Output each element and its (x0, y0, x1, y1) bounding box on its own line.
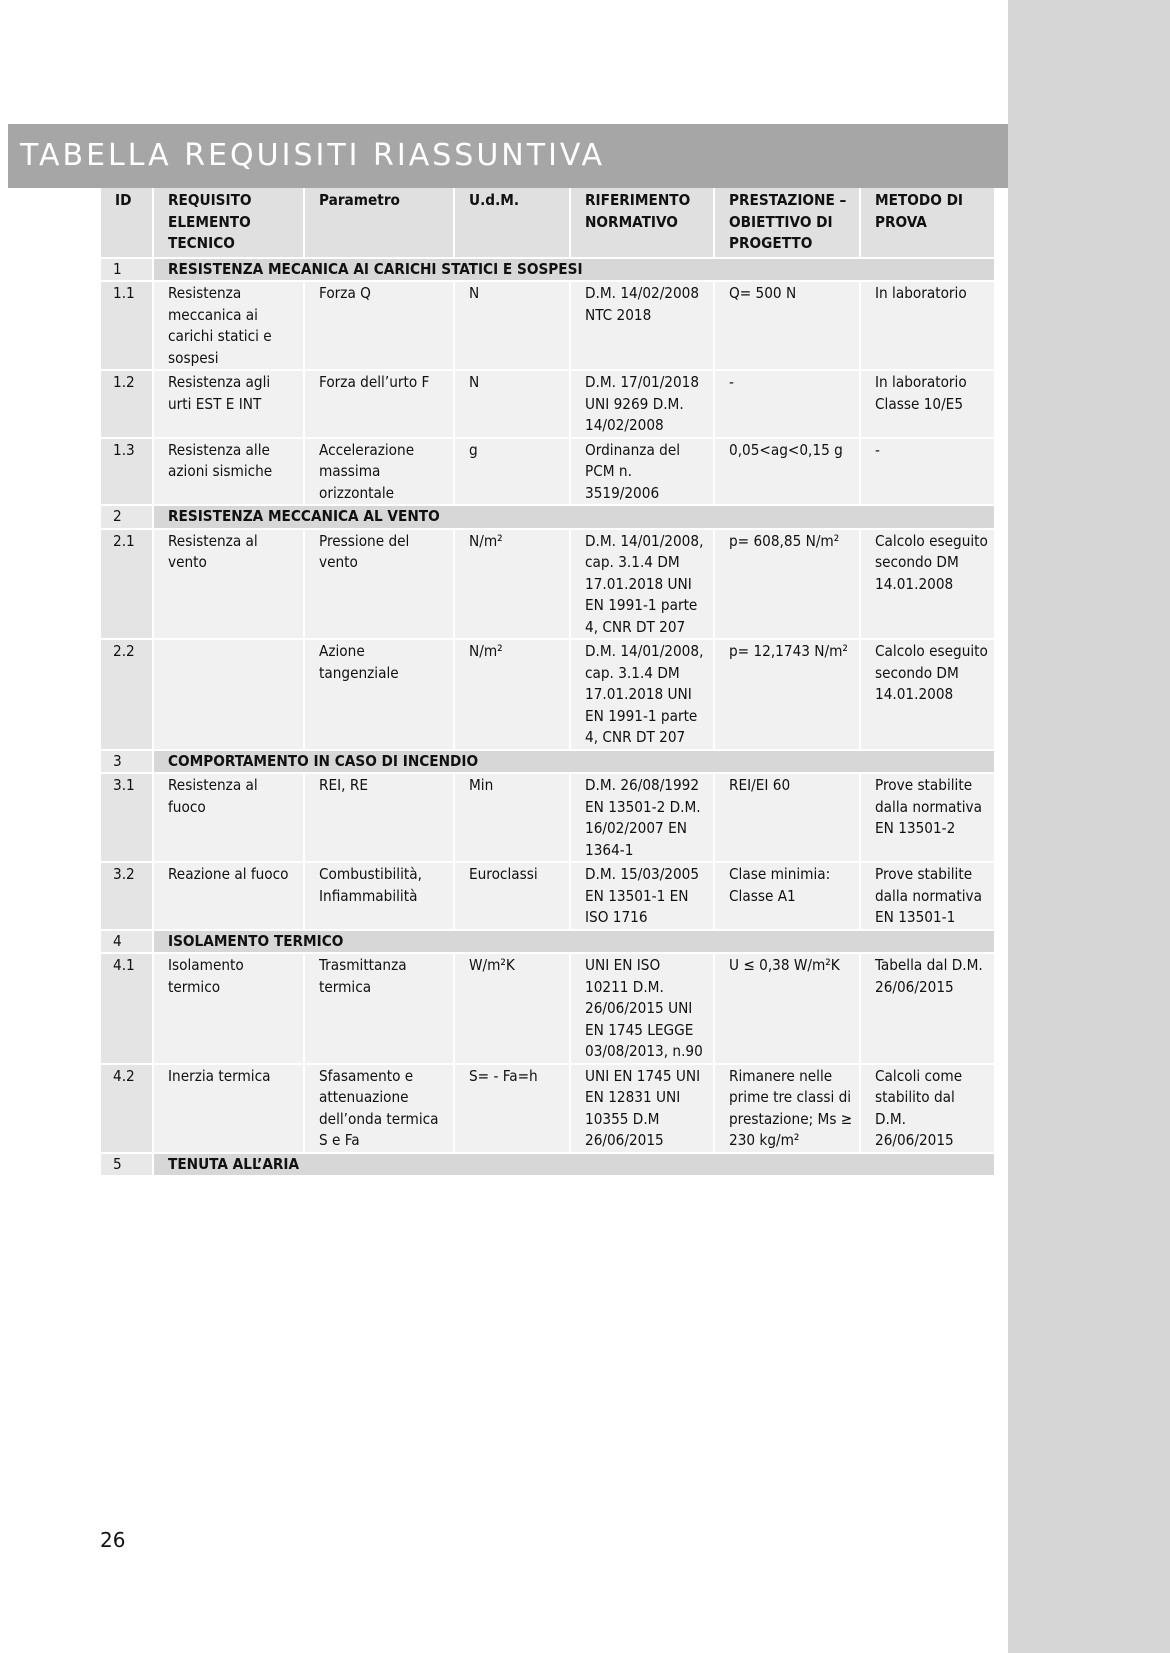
table-row (101, 774, 994, 863)
prestazione-cell: U ≤ 0,38 W/m²K (715, 954, 861, 1065)
section-row (101, 259, 994, 283)
udm-cell: N/m² (455, 640, 571, 751)
column-header: METODO DI PROVA (861, 188, 994, 259)
udm-cell: Euroclassi (455, 863, 571, 931)
prestazione-cell: Clase minimia: Classe A1 (715, 863, 861, 931)
section-title: RESISTENZA MECANICA AI CARICHI STATICI E SOSPESI (154, 259, 994, 283)
section-id: 1 (101, 259, 154, 283)
parametro-cell: Pressione del vento (305, 530, 455, 641)
requisito-cell: Resistenza al fuoco (154, 774, 305, 863)
section-id: 5 (101, 1154, 154, 1178)
row-id: 2.1 (101, 530, 154, 641)
row-id: 3.1 (101, 774, 154, 863)
riferimento-cell: D.M. 14/02/2008 NTC 2018 (571, 282, 715, 371)
requisito-cell: Isolamento termico (154, 954, 305, 1065)
prestazione-cell: Rimanere nelle prime tre classi di prestazione; Ms ≥ 230 kg/m² (715, 1065, 861, 1154)
section-row (101, 751, 994, 775)
metodo-cell: Calcolo eseguito secondo DM 14.01.2008 (861, 530, 994, 641)
requirements-table (101, 188, 994, 1177)
table-row (101, 530, 994, 641)
riferimento-cell: D.M. 26/08/1992 EN 13501-2 D.M. 16/02/2007 EN 1364-1 (571, 774, 715, 863)
column-header: ID (101, 188, 154, 259)
parametro-cell: Sfasamento e attenuazione dell’onda termica S e Fa (305, 1065, 455, 1154)
section-row (101, 1154, 994, 1178)
metodo-cell: Calcoli come stabilito dal D.M. 26/06/2015 (861, 1065, 994, 1154)
table-row (101, 640, 994, 751)
udm-cell: Min (455, 774, 571, 863)
table-row (101, 863, 994, 931)
requisito-cell (154, 640, 305, 751)
parametro-cell: Forza dell’urto F (305, 371, 455, 439)
parametro-cell: Combustibilità, Infiammabilità (305, 863, 455, 931)
row-id: 1.1 (101, 282, 154, 371)
section-row (101, 931, 994, 955)
row-id: 4.1 (101, 954, 154, 1065)
requisito-cell: Resistenza meccanica ai carichi statici e sospesi (154, 282, 305, 371)
requisito-cell: Inerzia termica (154, 1065, 305, 1154)
prestazione-cell: Q= 500 N (715, 282, 861, 371)
requisito-cell: Resistenza alle azioni sismiche (154, 439, 305, 507)
riferimento-cell: UNI EN 1745 UNI EN 12831 UNI 10355 D.M 26/06/2015 (571, 1065, 715, 1154)
riferimento-cell: D.M. 15/03/2005 EN 13501-1 EN ISO 1716 (571, 863, 715, 931)
metodo-cell: Prove stabilite dalla normativa EN 13501-1 (861, 863, 994, 931)
udm-cell: N (455, 371, 571, 439)
udm-cell: N/m² (455, 530, 571, 641)
page-title: TABELLA REQUISITI RIASSUNTIVA (20, 138, 606, 173)
prestazione-cell: p= 12,1743 N/m² (715, 640, 861, 751)
prestazione-cell: REI/EI 60 (715, 774, 861, 863)
udm-cell: g (455, 439, 571, 507)
prestazione-cell: 0,05<ag<0,15 g (715, 439, 861, 507)
column-header: PRESTAZIONE – OBIETTIVO DI PROGETTO (715, 188, 861, 259)
row-id: 3.2 (101, 863, 154, 931)
parametro-cell: Accelerazione massima orizzontale (305, 439, 455, 507)
metodo-cell: Prove stabilite dalla normativa EN 13501-2 (861, 774, 994, 863)
row-id: 1.2 (101, 371, 154, 439)
metodo-cell: In laboratorio (861, 282, 994, 371)
section-id: 3 (101, 751, 154, 775)
riferimento-cell: UNI EN ISO 10211 D.M. 26/06/2015 UNI EN 1745 LEGGE 03/08/2013, n.90 (571, 954, 715, 1065)
row-id: 1.3 (101, 439, 154, 507)
table-row (101, 282, 994, 371)
udm-cell: N (455, 282, 571, 371)
metodo-cell: - (861, 439, 994, 507)
page-number: 26 (100, 1528, 126, 1552)
udm-cell: S= - Fa=h (455, 1065, 571, 1154)
table-row (101, 439, 994, 507)
riferimento-cell: D.M. 14/01/2008, cap. 3.1.4 DM 17.01.2018 UNI EN 1991-1 parte 4, CNR DT 207 (571, 530, 715, 641)
column-header: RIFERIMENTO NORMATIVO (571, 188, 715, 259)
requisito-cell: Reazione al fuoco (154, 863, 305, 931)
row-id: 2.2 (101, 640, 154, 751)
column-header: U.d.M. (455, 188, 571, 259)
section-id: 2 (101, 506, 154, 530)
requisito-cell: Resistenza al vento (154, 530, 305, 641)
riferimento-cell: D.M. 17/01/2018 UNI 9269 D.M. 14/02/2008 (571, 371, 715, 439)
metodo-cell: In laboratorio Classe 10/E5 (861, 371, 994, 439)
prestazione-cell: p= 608,85 N/m² (715, 530, 861, 641)
table-row (101, 1065, 994, 1154)
table-row (101, 954, 994, 1065)
column-header: Parametro (305, 188, 455, 259)
metodo-cell: Tabella dal D.M. 26/06/2015 (861, 954, 994, 1065)
metodo-cell: Calcolo eseguito secondo DM 14.01.2008 (861, 640, 994, 751)
parametro-cell: Azione tangenziale (305, 640, 455, 751)
requisito-cell: Resistenza agli urti EST E INT (154, 371, 305, 439)
section-title: COMPORTAMENTO IN CASO DI INCENDIO (154, 751, 994, 775)
row-id: 4.2 (101, 1065, 154, 1154)
parametro-cell: Trasmittanza termica (305, 954, 455, 1065)
riferimento-cell: Ordinanza del PCM n. 3519/2006 (571, 439, 715, 507)
side-margin-strip (1008, 0, 1170, 1653)
section-title: TENUTA ALL’ARIA (154, 1154, 994, 1178)
prestazione-cell: - (715, 371, 861, 439)
table-row (101, 371, 994, 439)
section-title: ISOLAMENTO TERMICO (154, 931, 994, 955)
section-id: 4 (101, 931, 154, 955)
section-title: RESISTENZA MECCANICA AL VENTO (154, 506, 994, 530)
udm-cell: W/m²K (455, 954, 571, 1065)
section-row (101, 506, 994, 530)
parametro-cell: Forza Q (305, 282, 455, 371)
column-header: REQUISITO ELEMENTO TECNICO (154, 188, 305, 259)
parametro-cell: REI, RE (305, 774, 455, 863)
riferimento-cell: D.M. 14/01/2008, cap. 3.1.4 DM 17.01.2018 UNI EN 1991-1 parte 4, CNR DT 207 (571, 640, 715, 751)
table-header-row (101, 188, 994, 259)
title-banner (8, 124, 1008, 188)
